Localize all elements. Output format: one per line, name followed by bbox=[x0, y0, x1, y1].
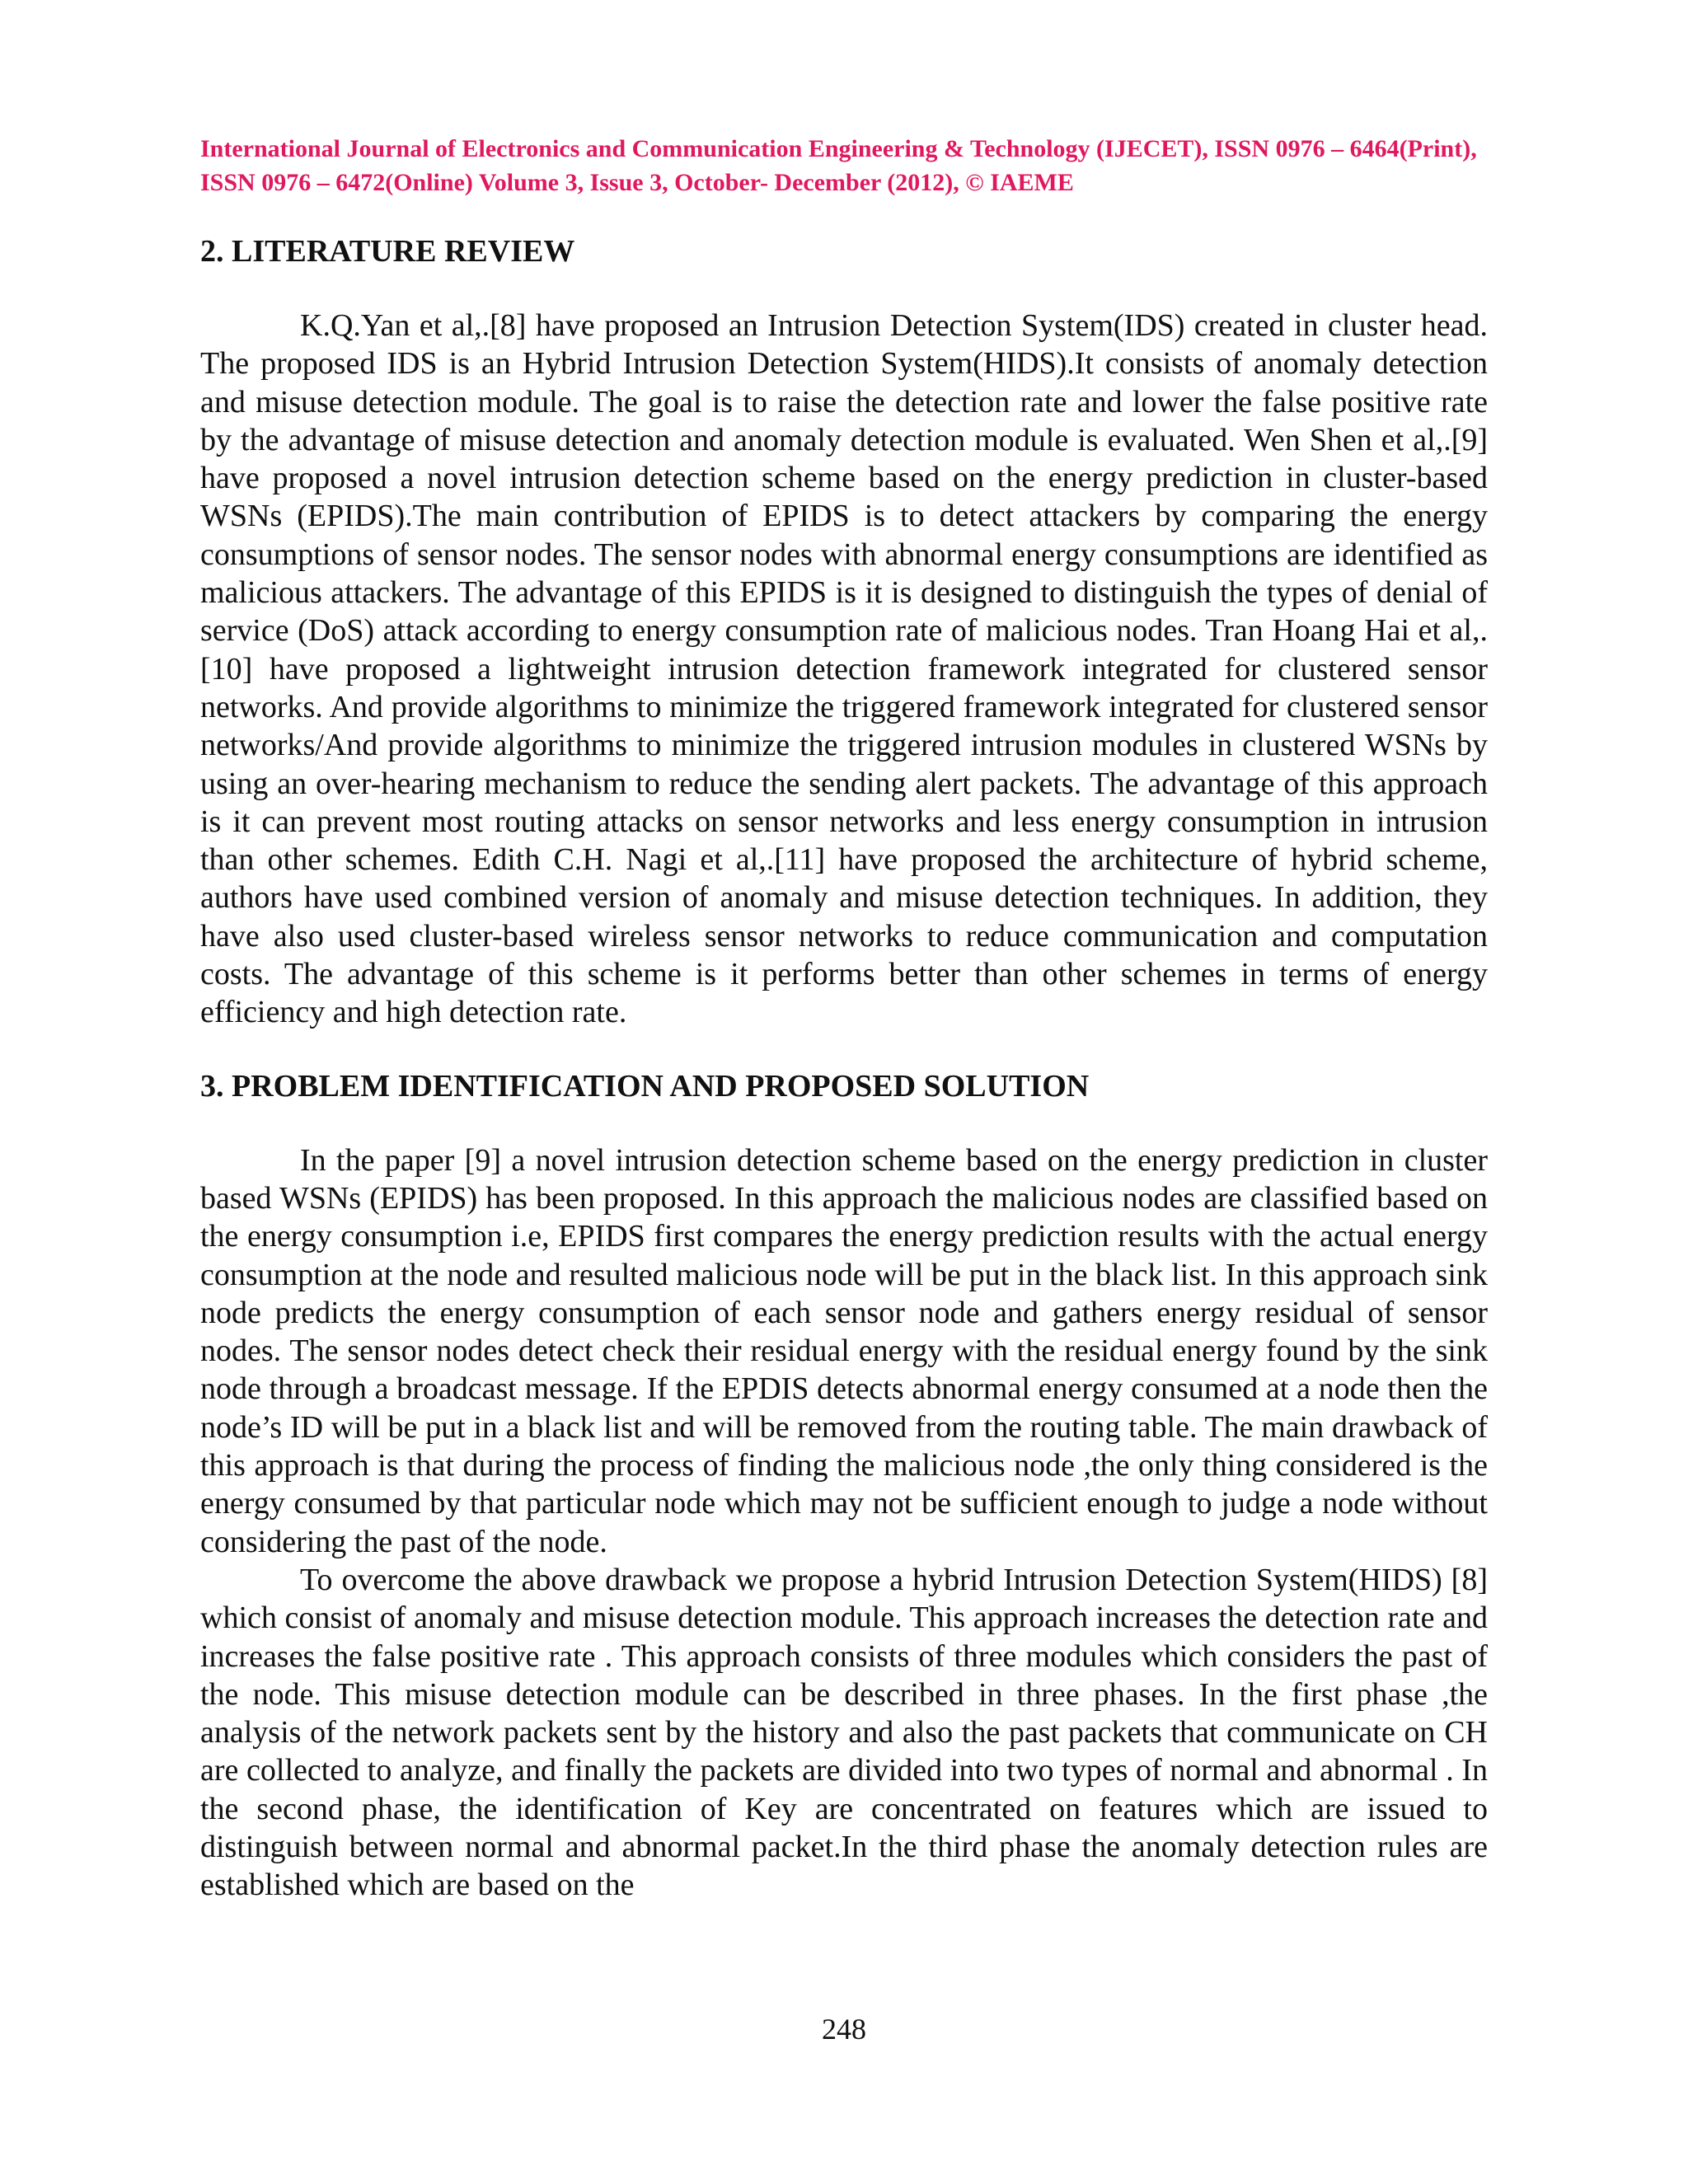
section-heading-problem-identification: 3. PROBLEM IDENTIFICATION AND PROPOSED SOLUTION bbox=[200, 1068, 1090, 1104]
page-number: 248 bbox=[822, 2013, 866, 2046]
paragraph-proposed-solution: To overcome the above drawback we propose a hybrid Intrusion Detection System(HIDS) [8] which consist of anomaly and misuse detection module. This approach increases the detection rate and increases the false positive rate . This approach consists of three modules which considers the past of the node. This misuse detection module can be described in three phases. In the first phase ,the analysis of the network packets sent by the history and also the past packets that communicate on CH are collected to analyze, and finally the packets are divided into two types of normal and abnormal . In the second phase, the identification of Key are concentrated on features which are issued to distinguish between normal and abnormal packet.In the third phase the anomaly detection rules are established which are based on the bbox=[200, 1562, 1488, 1903]
paragraph-literature-review: K.Q.Yan et al,.[8] have proposed an Intrusion Detection System(IDS) created in cluster head. The proposed IDS is an Hybrid Intrusion Detection System(HIDS).It consists of anomaly detection and misuse detection module. The goal is to raise the detection rate and lower the false positive rate by the advantage of misuse detection and anomaly detection module is evaluated. Wen Shen et al,.[9] have proposed a novel intrusion detection scheme based on the energy prediction in cluster-based WSNs (EPIDS).The main contribution of EPIDS is to detect attackers by comparing the energy consumptions of sensor nodes. The sensor nodes with abnormal energy consumptions are identified as malicious attackers. The advantage of this EPIDS is it is designed to distinguish the types of denial of service (DoS) attack according to energy consumption rate of malicious nodes. Tran Hoang Hai et al,.[10] have proposed a lightweight intrusion detection framework integrated for clustered sensor networks. And provide algorithms to minimize the triggered framework integrated for clustered sensor networks/And provide algorithms to minimize the triggered intrusion modules in clustered WSNs by using an over-hearing mechanism to reduce the sending alert packets. The advantage of this approach is it can prevent most routing attacks on sensor networks and less energy consumption in intrusion than other schemes. Edith C.H. Nagi et al,.[11] have proposed the architecture of hybrid scheme, authors have used combined version of anomaly and misuse detection techniques. In addition, they have also used cluster-based wireless sensor networks to reduce communication and computation costs. The advantage of this scheme is it performs better than other schemes in terms of energy efficiency and high detection rate. bbox=[200, 308, 1488, 1030]
journal-header: International Journal of Electronics and Communication Engineering & Technology (IJECET), ISSN 0976 – 6464(Print), ISSN 0976 – 6472(Online) Volume 3, Issue 3, October- December (2012), © IAEME bbox=[200, 135, 1477, 196]
section-heading-literature-review: 2. LITERATURE REVIEW bbox=[200, 234, 575, 269]
paper-page bbox=[200, 132, 1488, 1905]
paragraph-problem-identification: In the paper [9] a novel intrusion detection scheme based on the energy prediction in cluster based WSNs (EPIDS) has been proposed. In this approach the malicious nodes are classified based on the energy consumption i.e, EPIDS first compares the energy prediction results with the actual energy consumption at the node and resulted malicious node will be put in the black list. In this approach sink node predicts the energy consumption of each sensor node and gathers energy residual of sensor nodes. The sensor nodes detect check their residual energy with the residual energy found by the sink node through a broadcast message. If the EPDIS detects abnormal energy consumed at a node then the node’s ID will be put in a black list and will be removed from the routing table. The main drawback of this approach is that during the process of finding the malicious node ,the only thing considered is the energy consumed by that particular node which may not be sufficient enough to judge a node without considering the past of the node. bbox=[200, 1142, 1488, 1559]
